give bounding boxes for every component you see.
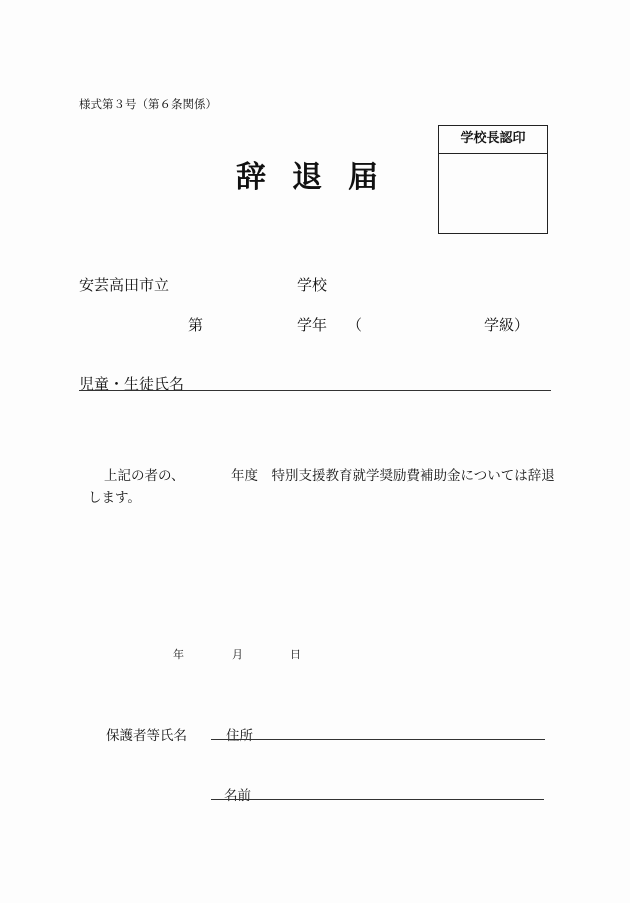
guardian-name-label: 保護者等氏名	[106, 728, 187, 744]
address-label: 住所	[226, 728, 253, 744]
body-text-fiscal-year: 年度 特別支援教育就学奨励費補助金については辞退	[231, 468, 555, 484]
date-day-label: 日	[290, 648, 301, 661]
date-month-label: 月	[232, 648, 243, 661]
principal-seal-label: 学校長認印	[439, 126, 547, 154]
class-label: 学級）	[484, 316, 530, 334]
grade-dai-label: 第	[188, 316, 204, 334]
class-open-paren: （	[347, 316, 363, 334]
name-label: 名前	[224, 788, 251, 804]
body-text-start: 上記の者の、	[104, 468, 185, 484]
form-number: 様式第３号（第６条関係）	[79, 97, 217, 111]
address-line	[211, 739, 545, 740]
document-title: 辞退届	[236, 160, 404, 195]
student-name-label: 児童・生徒氏名	[79, 375, 185, 393]
name-line	[211, 799, 544, 800]
city-school-prefix: 安芸高田市立	[79, 276, 170, 294]
student-name-line	[79, 390, 551, 391]
principal-seal-box	[438, 125, 548, 234]
grade-label: 学年	[297, 316, 328, 334]
date-year-label: 年	[173, 648, 184, 661]
body-text-end: します。	[88, 490, 141, 506]
school-suffix: 学校	[297, 276, 328, 294]
